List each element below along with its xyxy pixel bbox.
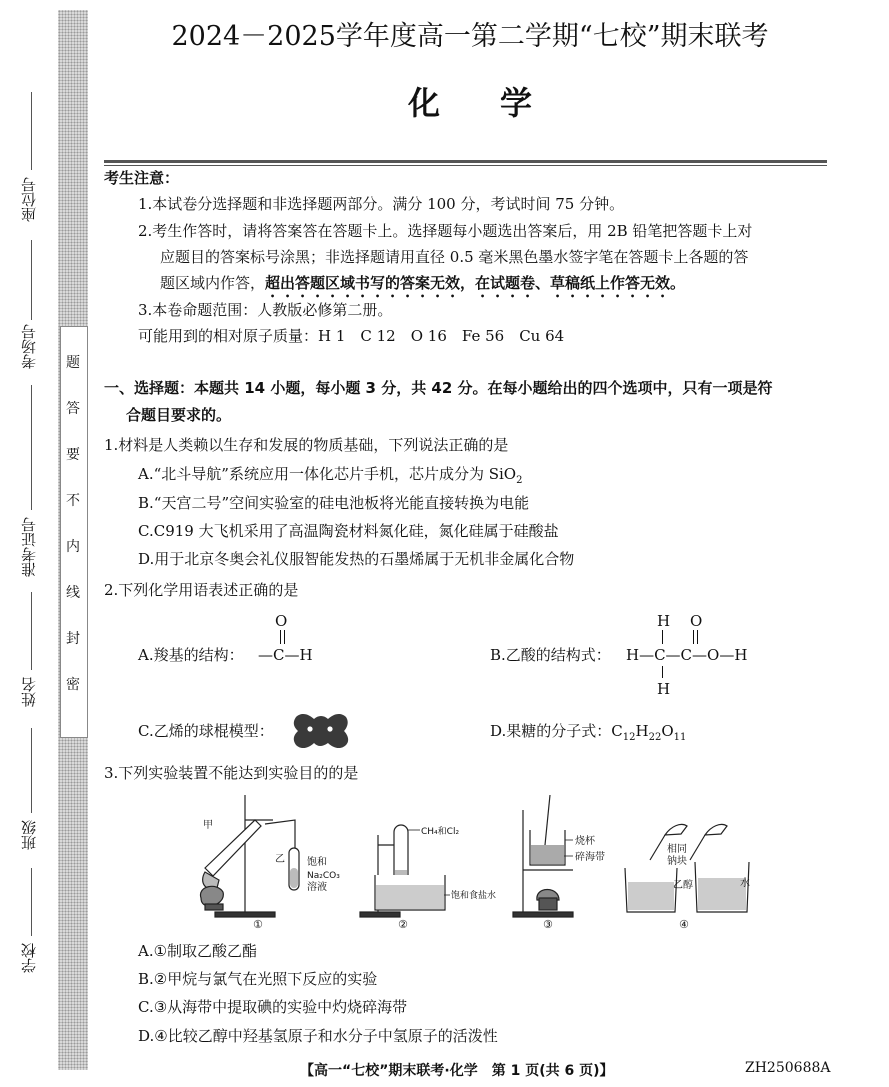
q1-stem: 1.材料是人类赖以生存和发展的物质基础，下列说法正确的是 — [104, 436, 509, 454]
notice-item-2: 2.考生作答时，请将答案答在答题卡上。选择题每小题选出答案后，用 2B 铅笔把答题卡上对 — [138, 222, 753, 240]
q1-option-c: C.C919 大飞机采用了高温陶瓷材料氮化硅，氮化硅属于硅酸盐 — [138, 522, 559, 540]
q2-d-sub: 11 — [673, 732, 687, 743]
q2-option-c: C.乙烯的球棍模型： — [138, 722, 274, 740]
q2-d-sub: 22 — [648, 732, 662, 743]
class-line — [31, 728, 32, 813]
q3-stem: 3.下列实验装置不能达到实验目的的是 — [104, 764, 359, 782]
seat-label: 座位号 — [20, 177, 38, 223]
seat-line — [31, 92, 32, 170]
name-label: 姓名 — [20, 677, 38, 707]
q2-d-text: D.果糖的分子式：C — [490, 722, 623, 740]
q2-option-d — [490, 718, 686, 751]
fig-number: ④ — [679, 918, 689, 930]
q3-apparatus-figure — [195, 790, 760, 930]
notice-heading: 考生注意： — [104, 169, 180, 187]
seal-char: 内 — [66, 539, 80, 555]
notice-item-3: 3.本卷命题范围：人教版必修第二册。 — [138, 301, 393, 319]
subject-title: 化学 — [407, 84, 592, 122]
seal-char: 要 — [66, 447, 80, 463]
fig-label: 相同 — [667, 844, 687, 855]
q2-a-oxygen: O — [275, 612, 288, 630]
atomic-masses: 可能用到的相对原子质量：H 1 C 12 O 16 Fe 56 Cu 64 — [138, 327, 565, 345]
name-line — [31, 592, 32, 670]
ticket-label: 准考证号 — [20, 517, 38, 577]
header-rule — [104, 160, 827, 163]
apparatus-3 — [513, 795, 573, 917]
school-label: 学校 — [20, 943, 38, 973]
fig-label: 钠块 — [667, 856, 687, 867]
fig-label: 饱和食盐水 — [451, 891, 497, 901]
fig-label: 乙 — [275, 854, 285, 865]
fig-label: 溶液 — [307, 882, 327, 893]
q1-option-b: B.“天宫二号”空间实验室的硅电池板将光能直接转换为电能 — [138, 494, 530, 512]
seal-char: 封 — [66, 631, 80, 647]
seal-char: 答 — [66, 401, 80, 417]
fig-number: ② — [398, 918, 408, 930]
q2-d-sub: 12 — [622, 732, 636, 743]
notice-item-1: 1.本试卷分选择题和非选择题两部分。满分 100 分，考试时间 75 分钟。 — [138, 195, 625, 213]
q2-b-h-top: H — [657, 612, 671, 630]
section-1-heading-2: 合题目要求的。 — [126, 406, 232, 424]
q1-a-text: A.“北斗导航”系统应用一体化芯片手机，芯片成分为 SiO — [138, 465, 517, 483]
apparatus-4 — [625, 824, 749, 912]
q2-d-h: H — [635, 722, 649, 740]
notice-emphasis: 超出答题区域书写的答案无效，在试题卷、草稿纸上作答无效。 — [265, 274, 686, 292]
fig-label: 碎海带 — [575, 852, 605, 863]
q3-option-a: A.①制取乙酸乙酯 — [138, 942, 258, 960]
apparatus-2 — [360, 825, 450, 917]
exam-title: 2024－2025学年度高一第二学期“七校”期末联考 — [171, 21, 769, 52]
seal-char: 不 — [66, 493, 80, 509]
header-rule-thin — [104, 165, 827, 166]
seal-char: 线 — [66, 585, 80, 601]
fig-label: 甲 — [203, 820, 213, 831]
q1-option-d: D.用于北京冬奥会礼仪服智能发热的石墨烯属于无机非金属化合物 — [138, 550, 575, 568]
notice-text: 题区域内作答， — [160, 274, 266, 292]
seal-notice — [60, 340, 86, 708]
room-line — [31, 240, 32, 320]
class-label: 班级 — [20, 820, 38, 850]
q2-option-a: A.羧基的结构： — [138, 646, 244, 664]
fig-label: Na₂CO₃ — [307, 871, 340, 881]
q2-stem: 2.下列化学用语表述正确的是 — [104, 581, 299, 599]
q2-b-oxygen: O — [690, 612, 703, 630]
fig-label: CH₄和Cl₂ — [421, 827, 460, 837]
q1-a-sub: 2 — [516, 475, 523, 486]
ethylene-model-image — [288, 709, 352, 751]
q2-b-chain: H—C—C—O—H — [626, 646, 748, 664]
notice-item-2b: 应题目的答案标号涂黑；非选择题请用直径 0.5 毫米黑色墨水签字笔在答题卡上各题的答 — [160, 248, 749, 266]
school-line — [31, 868, 32, 936]
q3-option-c: C.③从海带中提取碘的实验中灼烧碎海带 — [138, 998, 408, 1016]
room-label: 考场号 — [20, 324, 38, 370]
q2-d-o: O — [661, 722, 674, 740]
section-1-heading: 一、选择题：本题共 14 小题，每小题 3 分，共 42 分。在每小题给出的四个选项中，只有一项是符 — [104, 379, 773, 397]
q3-option-b: B.②甲烷与氯气在光照下反应的实验 — [138, 970, 378, 988]
fig-label: 水 — [740, 878, 750, 889]
fig-number: ③ — [543, 918, 553, 930]
ticket-line — [31, 385, 32, 510]
fig-label: 饱和 — [307, 857, 327, 868]
paper-code: ZH250688A — [745, 1060, 831, 1076]
page-footer: 【高一“七校”期末联考·化学 第 1 页(共 6 页)】 — [300, 1063, 614, 1079]
q3-option-d: D.④比较乙醇中羟基氢原子和水分子中氢原子的活泼性 — [138, 1027, 498, 1045]
q2-b-h-bottom: H — [657, 680, 671, 698]
q2-a-chain: —C—H — [258, 646, 313, 664]
q2-option-b: B.乙酸的结构式： — [490, 646, 611, 664]
fig-label: 乙醇 — [673, 880, 693, 891]
fig-number: ① — [253, 918, 263, 930]
seal-char: 密 — [66, 677, 80, 693]
seal-char: 题 — [66, 355, 80, 371]
fig-label: 烧杯 — [575, 836, 595, 847]
